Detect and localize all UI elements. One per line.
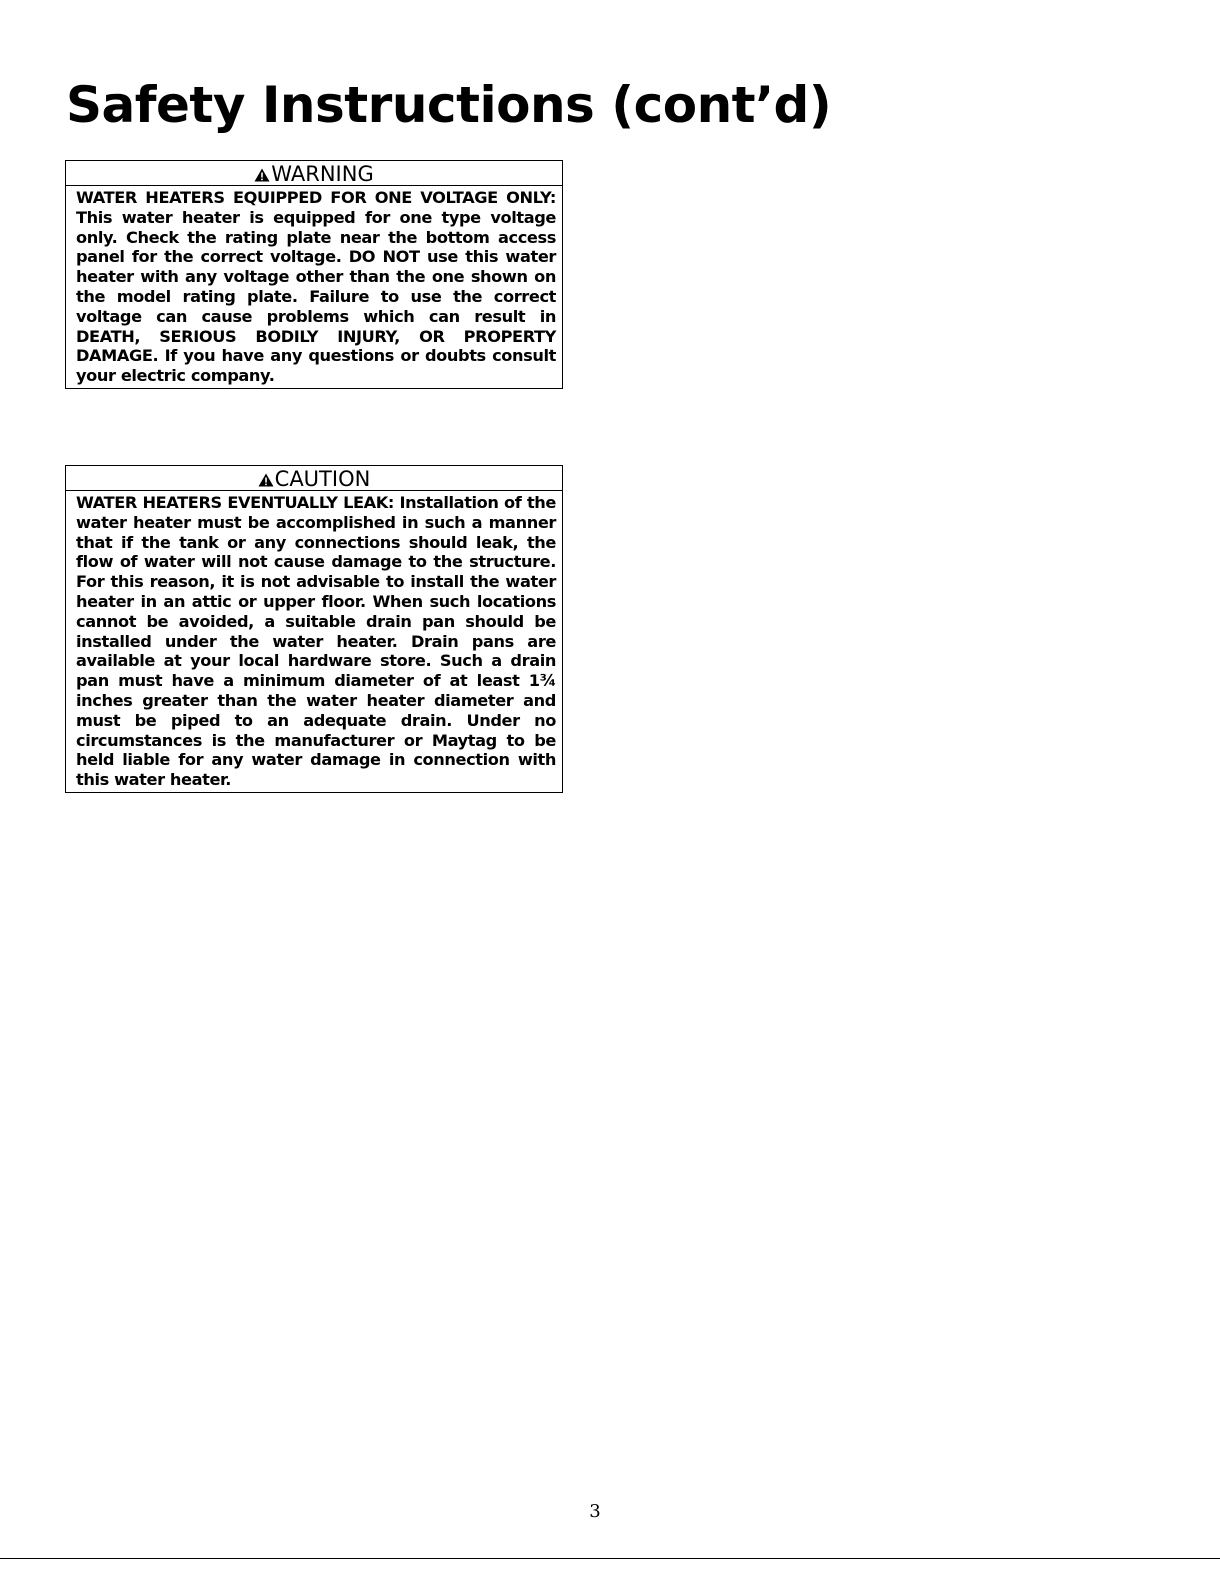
warning-heading: WARNING: [271, 162, 374, 186]
caution-header: [66, 466, 562, 491]
warning-triangle-icon: [254, 168, 270, 182]
warning-box: [65, 160, 563, 389]
caution-text: WATER HEATERS EVENTUALLY LEAK: Installation of the water heater must be accomplished in such a manner that if the tank or any connections should leak, the flow of water will not cause damage to the structure. For this reason, it is not advisable to install the water heater in an attic or upper floor. When such locations cannot be avoided, a suitable drain pan should be installed under the water heater. Drain pans are available at your local hardware store. Such a drain pan must have a minimum diameter of at least 1¾ inches greater than the water heater diameter and must be piped to an adequate drain. Under no circumstances is the manufacturer or Maytag to be held liable for any water damage in connection with this water heater.: [76, 493, 556, 790]
page-number: 3: [589, 1501, 601, 1522]
warning-heading-group: [254, 162, 373, 186]
warning-triangle-icon: [258, 473, 274, 487]
caution-box: [65, 465, 563, 793]
caution-heading-group: [258, 467, 371, 491]
caution-heading: CAUTION: [274, 467, 371, 491]
warning-text: WATER HEATERS EQUIPPED FOR ONE VOLTAGE ONLY: This water heater is equipped for one type voltage only. Check the rating plate near the bottom access panel for the correct voltage. DO NOT use this water heater with any voltage other than the one shown on the model rating plate. Failure to use the correct voltage can cause problems which can result in DEATH, SERIOUS BODILY INJURY, OR PROPERTY DAMAGE. If you have any questions or doubts consult your electric company.: [76, 188, 556, 386]
warning-header: [66, 161, 562, 186]
bottom-divider: [0, 1558, 1220, 1559]
page-title: Safety Instructions (cont’d): [66, 76, 832, 134]
